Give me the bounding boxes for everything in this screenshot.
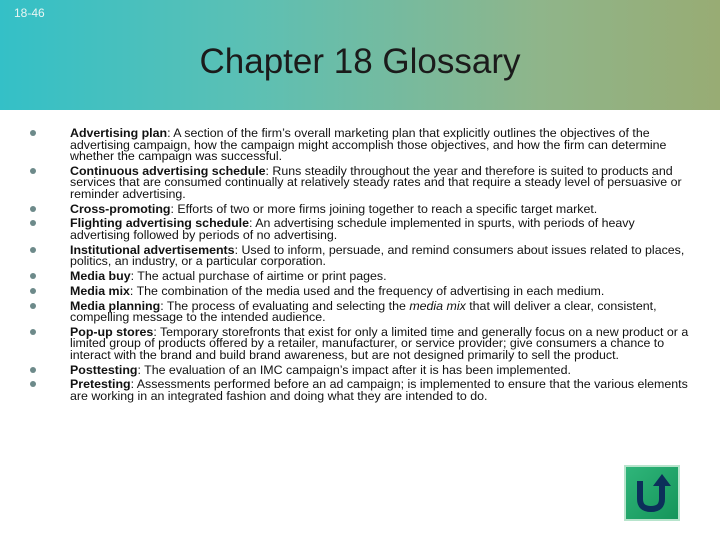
glossary-definition: that will deliver a clear, consistent, compelling message to the intended audience. bbox=[70, 298, 657, 325]
glossary-definition: : The combination of the media used and the frequency of advertising in each medium. bbox=[129, 283, 605, 298]
glossary-definition: : Efforts of two or more firms joining together to reach a specific target market. bbox=[170, 201, 598, 216]
return-arrow-icon bbox=[626, 467, 678, 519]
bullet-icon bbox=[30, 247, 36, 253]
slide-number: 18-46 bbox=[14, 6, 45, 20]
bullet-icon bbox=[30, 303, 36, 309]
glossary-item-media-buy bbox=[30, 268, 698, 283]
glossary-term: Institutional advertisements bbox=[70, 242, 235, 257]
bullet-icon bbox=[30, 130, 36, 136]
glossary-emphasis: media mix bbox=[409, 298, 466, 313]
glossary-item-media-planning bbox=[30, 298, 698, 325]
return-button[interactable] bbox=[624, 465, 680, 521]
title-banner bbox=[0, 0, 720, 110]
glossary-item-institutional-advertisements bbox=[30, 242, 698, 269]
glossary-term: Continuous advertising schedule bbox=[70, 163, 266, 178]
glossary-definition: : Runs steadily throughout the year and therefore is suited to products and services that are consumed continually at relatively steady rates and that require a steady level of persuasive or reminder advertising. bbox=[70, 163, 682, 201]
glossary-item-media-mix bbox=[30, 283, 698, 298]
bullet-icon bbox=[30, 206, 36, 212]
glossary-term: Media buy bbox=[70, 268, 131, 283]
glossary-definition: : Temporary storefronts that exist for only a limited time and generally focus on a new product or a limited group of products offered by a retailer, manufacturer, or service provider; give consumers a chance to interact with the brand and build brand awareness, but are not designed primarily to sell the product. bbox=[70, 324, 689, 362]
glossary-term: Posttesting bbox=[70, 362, 138, 377]
glossary-definition: : The evaluation of an IMC campaign’s impact after it is has been implemented. bbox=[137, 362, 571, 377]
slide-title: Chapter 18 Glossary bbox=[199, 42, 521, 81]
glossary-item-flighting-advertising-schedule bbox=[30, 218, 698, 241]
glossary-definition: : An advertising schedule implemented in spurts, with periods of heavy advertising followed by periods of no advertising. bbox=[70, 216, 635, 242]
glossary-term: Advertising plan bbox=[70, 126, 168, 140]
glossary-item-pretesting bbox=[30, 379, 698, 402]
glossary-definition: : Used to inform, persuade, and remind consumers about issues related to places, politics, an industry, or a particular corporation. bbox=[70, 242, 685, 269]
glossary-item-posttesting bbox=[30, 362, 698, 377]
glossary-item-cross-promoting bbox=[30, 201, 698, 216]
glossary-definition: : A section of the firm’s overall marketing plan that explicitly outlines the objectives of the advertising campaign, how the campaign might accomplish those objectives, and how the firm can determine whether the campaign was successful. bbox=[70, 126, 667, 163]
bullet-icon bbox=[30, 288, 36, 294]
glossary-term: Media mix bbox=[70, 283, 130, 298]
glossary-list bbox=[30, 128, 698, 406]
glossary-term: Cross-promoting bbox=[70, 201, 171, 216]
glossary-definition: : The actual purchase of airtime or print pages. bbox=[130, 268, 387, 283]
glossary-item-continuous-advertising-schedule bbox=[30, 163, 698, 201]
bullet-icon bbox=[30, 367, 36, 373]
bullet-icon bbox=[30, 381, 36, 387]
glossary-item-advertising-plan bbox=[30, 128, 698, 163]
glossary-term: Pop-up stores bbox=[70, 324, 154, 339]
bullet-icon bbox=[30, 220, 36, 226]
glossary-item-pop-up-stores bbox=[30, 324, 698, 362]
bullet-icon bbox=[30, 273, 36, 279]
glossary-term: Media planning bbox=[70, 298, 161, 313]
glossary-term: Flighting advertising schedule bbox=[70, 216, 249, 231]
glossary-term: Pretesting bbox=[70, 377, 131, 392]
bullet-icon bbox=[30, 168, 36, 174]
glossary-definition: : The process of evaluating and selecting the bbox=[160, 298, 410, 313]
glossary-definition: : Assessments performed before an ad campaign; is implemented to ensure that the various elements are working in an integrated fashion and doing what they are intended to do. bbox=[70, 377, 688, 403]
bullet-icon bbox=[30, 329, 36, 335]
